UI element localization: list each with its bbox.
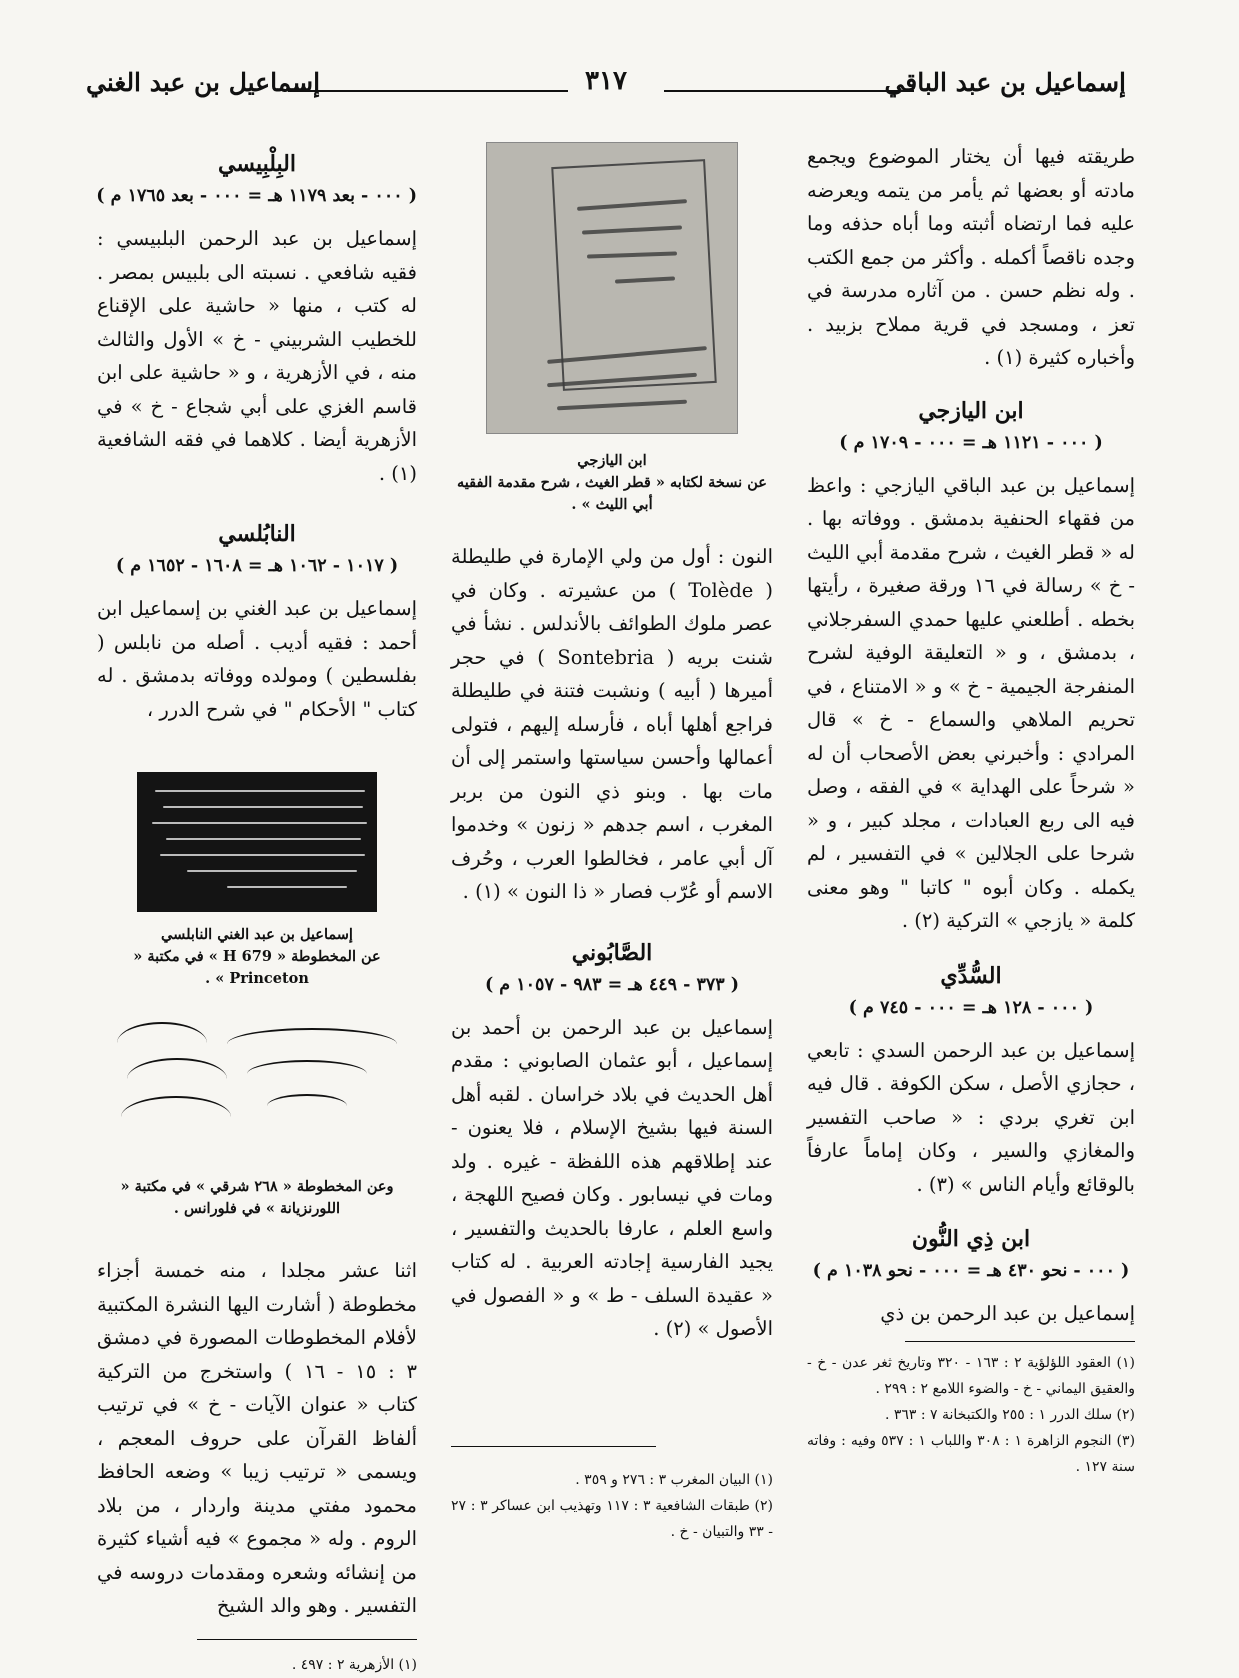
continued-text: طريقته فيها أن يختار الموضوع ويجمع مادته أو بعضها ثم يأمر من يتمه ويعرضه عليه فما ارتضاه أثبته وما أباه حذفه وما وجده ناقصاً أكمله . وأكثر من جمع الكتب . وله نظم حسن . من آثاره مدرسة في تعز ، ومسجد في قرية مملاح بزبيد . وأخباره كثيرة (١) . — [807, 145, 1135, 369]
manuscript-caption — [97, 924, 417, 990]
manuscript-caption-2: وعن المخطوطة « ٢٦٨ شرقي » في مكتبة « اللورنزيانة » في فلورانس . — [120, 1178, 394, 1217]
entry-title: النابُلسي — [218, 521, 296, 547]
column-left — [97, 140, 417, 1678]
footnote: (٢) سلك الدرر ١ : ٢٥٥ والكتبخانة ٧ : ٣٦٣ . — [884, 1406, 1135, 1423]
continued-text: النون : أول من ولي الإمارة في طليطلة ( Tolède ) من عشيرته . وكان في عصر ملوك الطوائف بالأندلس . نشأ في شنت بريه ( Sontebria ) في حجر أميرها ( أبيه ) ونشبت فتنة في طليطلة فراجع أهلها أباه ، فأرسله إليهم ، فتولى أعمالها وأحسن سياستها واستمر إلى أن مات بها . وبنو ذي النون من بربر المغرب ، اسم جدهم « زنون » وخدموا آل أبي عامر ، فخالطوا العرب ، وحُرف الاسم أو عُرّب فصار « ذا النون » (١) . — [451, 545, 773, 903]
page-number: ٣١٧ — [585, 66, 627, 96]
entry-dates: ( ٠٠٠ - نحو ٤٣٠ هـ = ٠٠٠ - نحو ١٠٣٨ م ) — [812, 1261, 1130, 1281]
photo-caption — [451, 450, 773, 516]
continued-text: اثنا عشر مجلدا ، منه خمسة أجزاء مخطوطة ( أشارت اليها النشرة المكتبية لأفلام المخطوطات المصورة في دمشق ٣ : ١٥ - ١٦ ) واستخرج من التركية كتاب « عنوان الآيات - خ » في ترتيب ألفاظ القرآن على حروف المعجم ، ويسمى « ترتيب زيبا » وضعه الحافظ محمود مفتي مدينة واردار ، من بلاد الروم . وله « مجموع » فيه أشياء كثيرة من إنشائه وشعره ومقدمات دروسه في التفسير . وهو والد الشيخ — [97, 1259, 418, 1617]
header-rule — [288, 90, 568, 92]
footnote-rule — [905, 1341, 1135, 1342]
manuscript-photo — [486, 142, 738, 434]
entry-title: الصَّابُوني — [571, 939, 653, 966]
manuscript-caption-line: إسماعيل بن عبد الغني النابلسي — [161, 926, 353, 943]
entry-text: إسماعيل بن عبد الرحمن البلبيسي : فقيه شافعي . نسبته الى بلبيس بمصر . له كتب ، منها « حاشية على الإقناع للخطيب الشربيني - خ » الأول والثالث منه ، في الأزهرية ، و « حاشية على ابن قاسم الغزي على أبي شجاع - خ » في الأزهرية أيضا . كلاهما في فقه الشافعية (١) . — [97, 227, 417, 485]
header-left-title: إسماعيل بن عبد الغني — [86, 68, 321, 97]
entry-text: إسماعيل بن عبد الرحمن بن أحمد بن إسماعيل ، أبو عثمان الصابوني : مقدم أهل الحديث في بلاد خراسان . لقبه أهل السنة فيها بشيخ الإسلام ، فلا يعنون - عند إطلاقهم هذه اللفظة - غيره . ولد ومات في نيسابور . وكان فصيح اللهجة ، واسع العلم ، عارفا بالحديث والتفسير ، يجيد الفارسية إجادته العربية . له كتاب « عقيدة السلف - ط » و « الفصول في الأصول » (٢) . — [451, 1015, 773, 1340]
running-header — [86, 68, 1126, 112]
handwriting-sample — [107, 1008, 407, 1158]
footnotes — [807, 1350, 1135, 1480]
entry-dates: ( ٠٠٠ - بعد ١١٧٩ هـ = ٠٠٠ - بعد ١٧٦٥ م ) — [96, 186, 417, 206]
footnote: (١) البيان المغرب ٣ : ٢٧٦ و ٣٥٩ . — [575, 1471, 773, 1488]
column-middle — [451, 140, 773, 1545]
entry-title: البِلْبِيسي — [218, 151, 296, 177]
entry-dates: ( ١٠١٧ - ١٠٦٢ هـ = ١٦٠٨ - ١٦٥٢ م ) — [115, 556, 399, 576]
header-right-title: إسماعيل بن عبد الباقي — [884, 68, 1126, 97]
footnote: (١) العقود اللؤلؤية ٢ : ١٦٣ - ٣٢٠ وتاريخ ثغر عدن - خ - والعقيق اليماني - خ - والضوء اللامع ٢ : ٢٩٩ . — [807, 1354, 1135, 1397]
entry-text: إسماعيل بن عبد الغني بن إسماعيل ابن أحمد : فقيه أديب . أصله من نابلس ( بفلسطين ) ومولده ووفاته بدمشق . له كتاب " الأحكام " في شرح الدرر ، — [97, 597, 417, 721]
entry-text: إسماعيل بن عبد الباقي اليازجي : واعظ من فقهاء الحنفية بدمشق . ووفاته بها . له « قطر الغيث ، شرح مقدمة أبي الليث - خ » رسالة في ١٦ ورقة صغيرة ، رأيتها بخطه . أطلعني عليها حمدي السفرجلاني ، بدمشق ، و « التعليقة الوفية لشرح المنفرجة الجيمية - خ » و « الامتناع ، في تحريم الملاهي والسماع - خ » قال المرادي : وأخبرني بعض الأصحاب أن له « شرحاً على الهداية » في الفقه ، وصل فيه الى ربع العبادات ، مجلد كبير ، و « شرحا على الجلالين » في التفسير ، لم يكمله . وكان أبوه " كاتبا " وهو معنى كلمة « يازجي » التركية (٢) . — [807, 473, 1135, 932]
photo-caption-line: ابن اليازجي — [577, 452, 647, 469]
footnote-rule — [197, 1639, 417, 1640]
footnote: (٢) طبقات الشافعية ٣ : ١١٧ وتهذيب ابن عساكر ٣ : ٢٧ - ٣٣ والتبيان - خ . — [451, 1497, 773, 1540]
entry-text: إسماعيل بن عبد الرحمن السدي : تابعي ، حجازي الأصل ، سكن الكوفة . قال فيه ابن تغري بردي : « صاحب التفسير والمغازي والسير ، وكان إماماً عارفاً بالوقائع وأيام الناس » (٣) . — [807, 1038, 1135, 1196]
entry-dates: ( ٠٠٠ - ١٢٨ هـ = ٠٠٠ - ٧٤٥ م ) — [848, 997, 1094, 1018]
entry-dates: ( ٣٧٣ - ٤٤٩ هـ = ٩٨٣ - ١٠٥٧ م ) — [484, 974, 740, 995]
entry-dates: ( ٠٠٠ - ١١٢١ هـ = ٠٠٠ - ١٧٠٩ م ) — [839, 432, 1103, 453]
footnote: (٣) النجوم الزاهرة ١ : ٣٠٨ واللباب ١ : ٥٣٧ وفيه : وفاته سنة ١٢٧ . — [807, 1432, 1136, 1475]
photo-caption-line: عن نسخة لكتابه « قطر الغيث ، شرح مقدمة الفقيه أبي الليث » . — [457, 474, 767, 513]
footnotes — [97, 1652, 417, 1678]
entry-title: السُّدِّي — [940, 962, 1002, 989]
column-right — [807, 140, 1135, 1480]
footnotes — [451, 1467, 773, 1545]
manuscript-image — [137, 772, 377, 912]
manuscript-caption-line: عن المخطوطة « H 679 » في مكتبة « Princeton » . — [133, 948, 381, 987]
footnote: (١) الأزهرية ٢ : ٤٩٧ . — [291, 1656, 417, 1673]
entry-title: ابن ذِي النُّون — [911, 1226, 1031, 1252]
footnote-rule — [451, 1446, 656, 1447]
entry-title: ابن اليازجي — [918, 397, 1024, 424]
entry-text: إسماعيل بن عبد الرحمن بن ذي — [880, 1302, 1135, 1325]
